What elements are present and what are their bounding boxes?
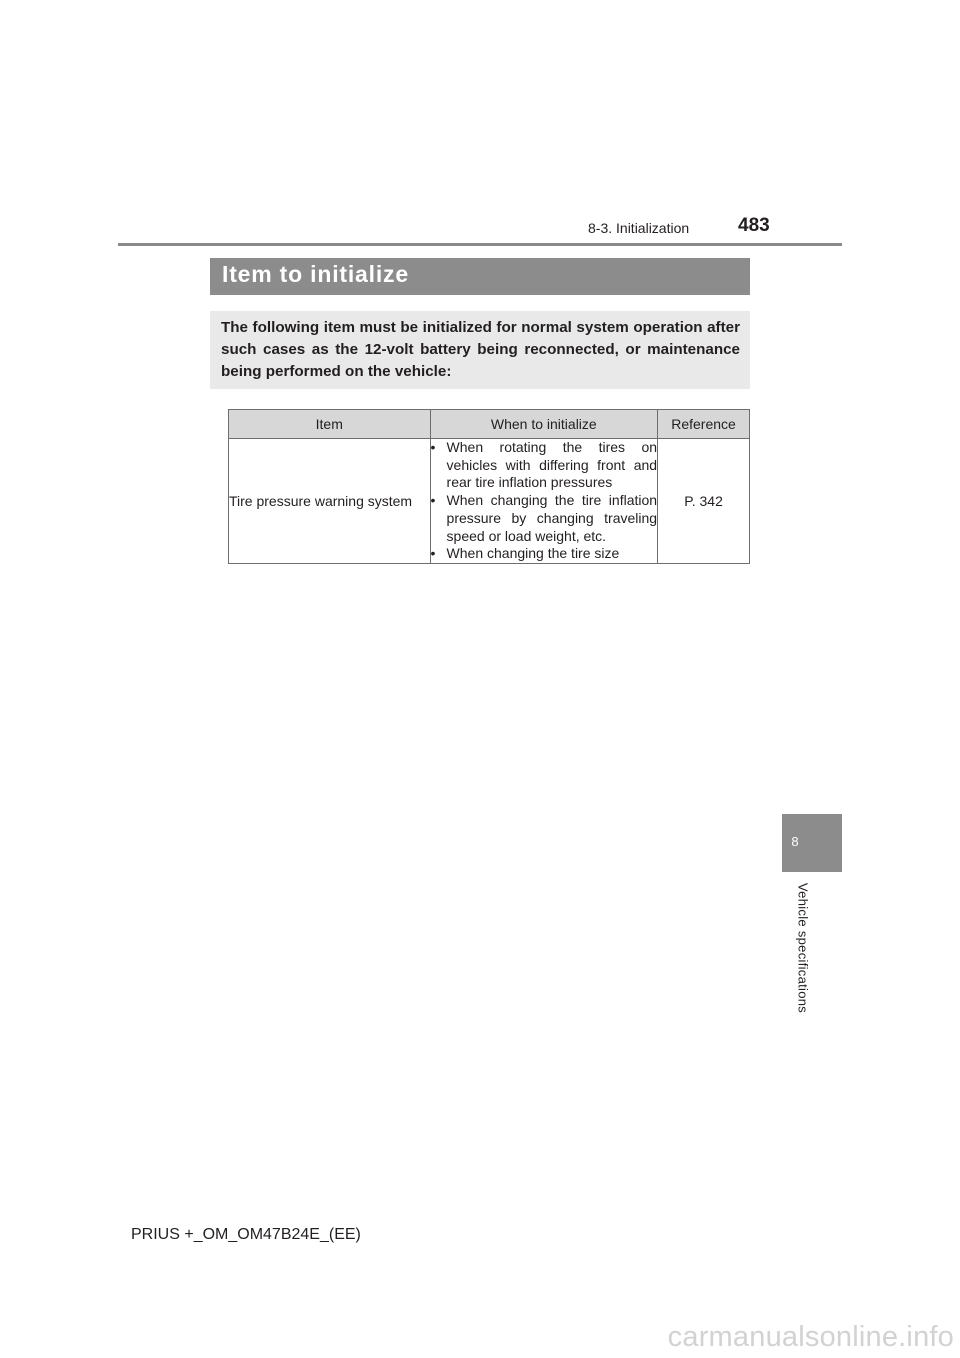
running-header-section: 8-3. Initialization xyxy=(588,220,690,236)
bullet-icon: • xyxy=(430,492,436,509)
intro-box xyxy=(210,311,750,389)
cell-item: Tire pressure warning system xyxy=(229,439,431,564)
column-header-when: When to initialize xyxy=(430,410,658,439)
section-title: Item to initialize xyxy=(222,261,409,287)
chapter-number: 8 xyxy=(791,834,799,849)
document-code: PRIUS +_OM_OM47B24E_(EE) xyxy=(131,1226,361,1243)
page-number: 483 xyxy=(738,215,770,236)
column-header-item: Item xyxy=(229,410,431,439)
list-item xyxy=(431,545,658,563)
bullet-icon: • xyxy=(430,439,436,455)
list-item-text: When changing the tire inflation pressure by changing traveling speed or load weight, etc. xyxy=(446,492,658,544)
header-divider xyxy=(118,243,842,246)
intro-text: The following item must be initialized for normal system operation after such cases as the 12-volt battery being reconnected, or maintenance being performed on the vehicle: xyxy=(221,319,740,380)
bullet-icon: • xyxy=(430,545,436,562)
chapter-label: Vehicle specifications xyxy=(795,882,811,1014)
list-item-text: When rotating the tires on vehicles with differing front and rear tire inflation pressures xyxy=(446,439,658,491)
when-list xyxy=(431,439,658,563)
watermark: carmanualsonline.info xyxy=(667,1321,954,1353)
list-item-text: When changing the tire size xyxy=(446,545,620,562)
list-item xyxy=(431,492,658,545)
column-header-reference: Reference xyxy=(658,410,750,439)
table-row xyxy=(229,439,750,564)
section-title-bar xyxy=(210,258,750,295)
list-item xyxy=(431,439,658,492)
initialization-table xyxy=(228,409,750,564)
chapter-tab xyxy=(782,814,842,872)
table-header-row xyxy=(229,410,750,439)
cell-reference: P. 342 xyxy=(658,439,750,564)
cell-when-to-initialize xyxy=(430,439,658,564)
